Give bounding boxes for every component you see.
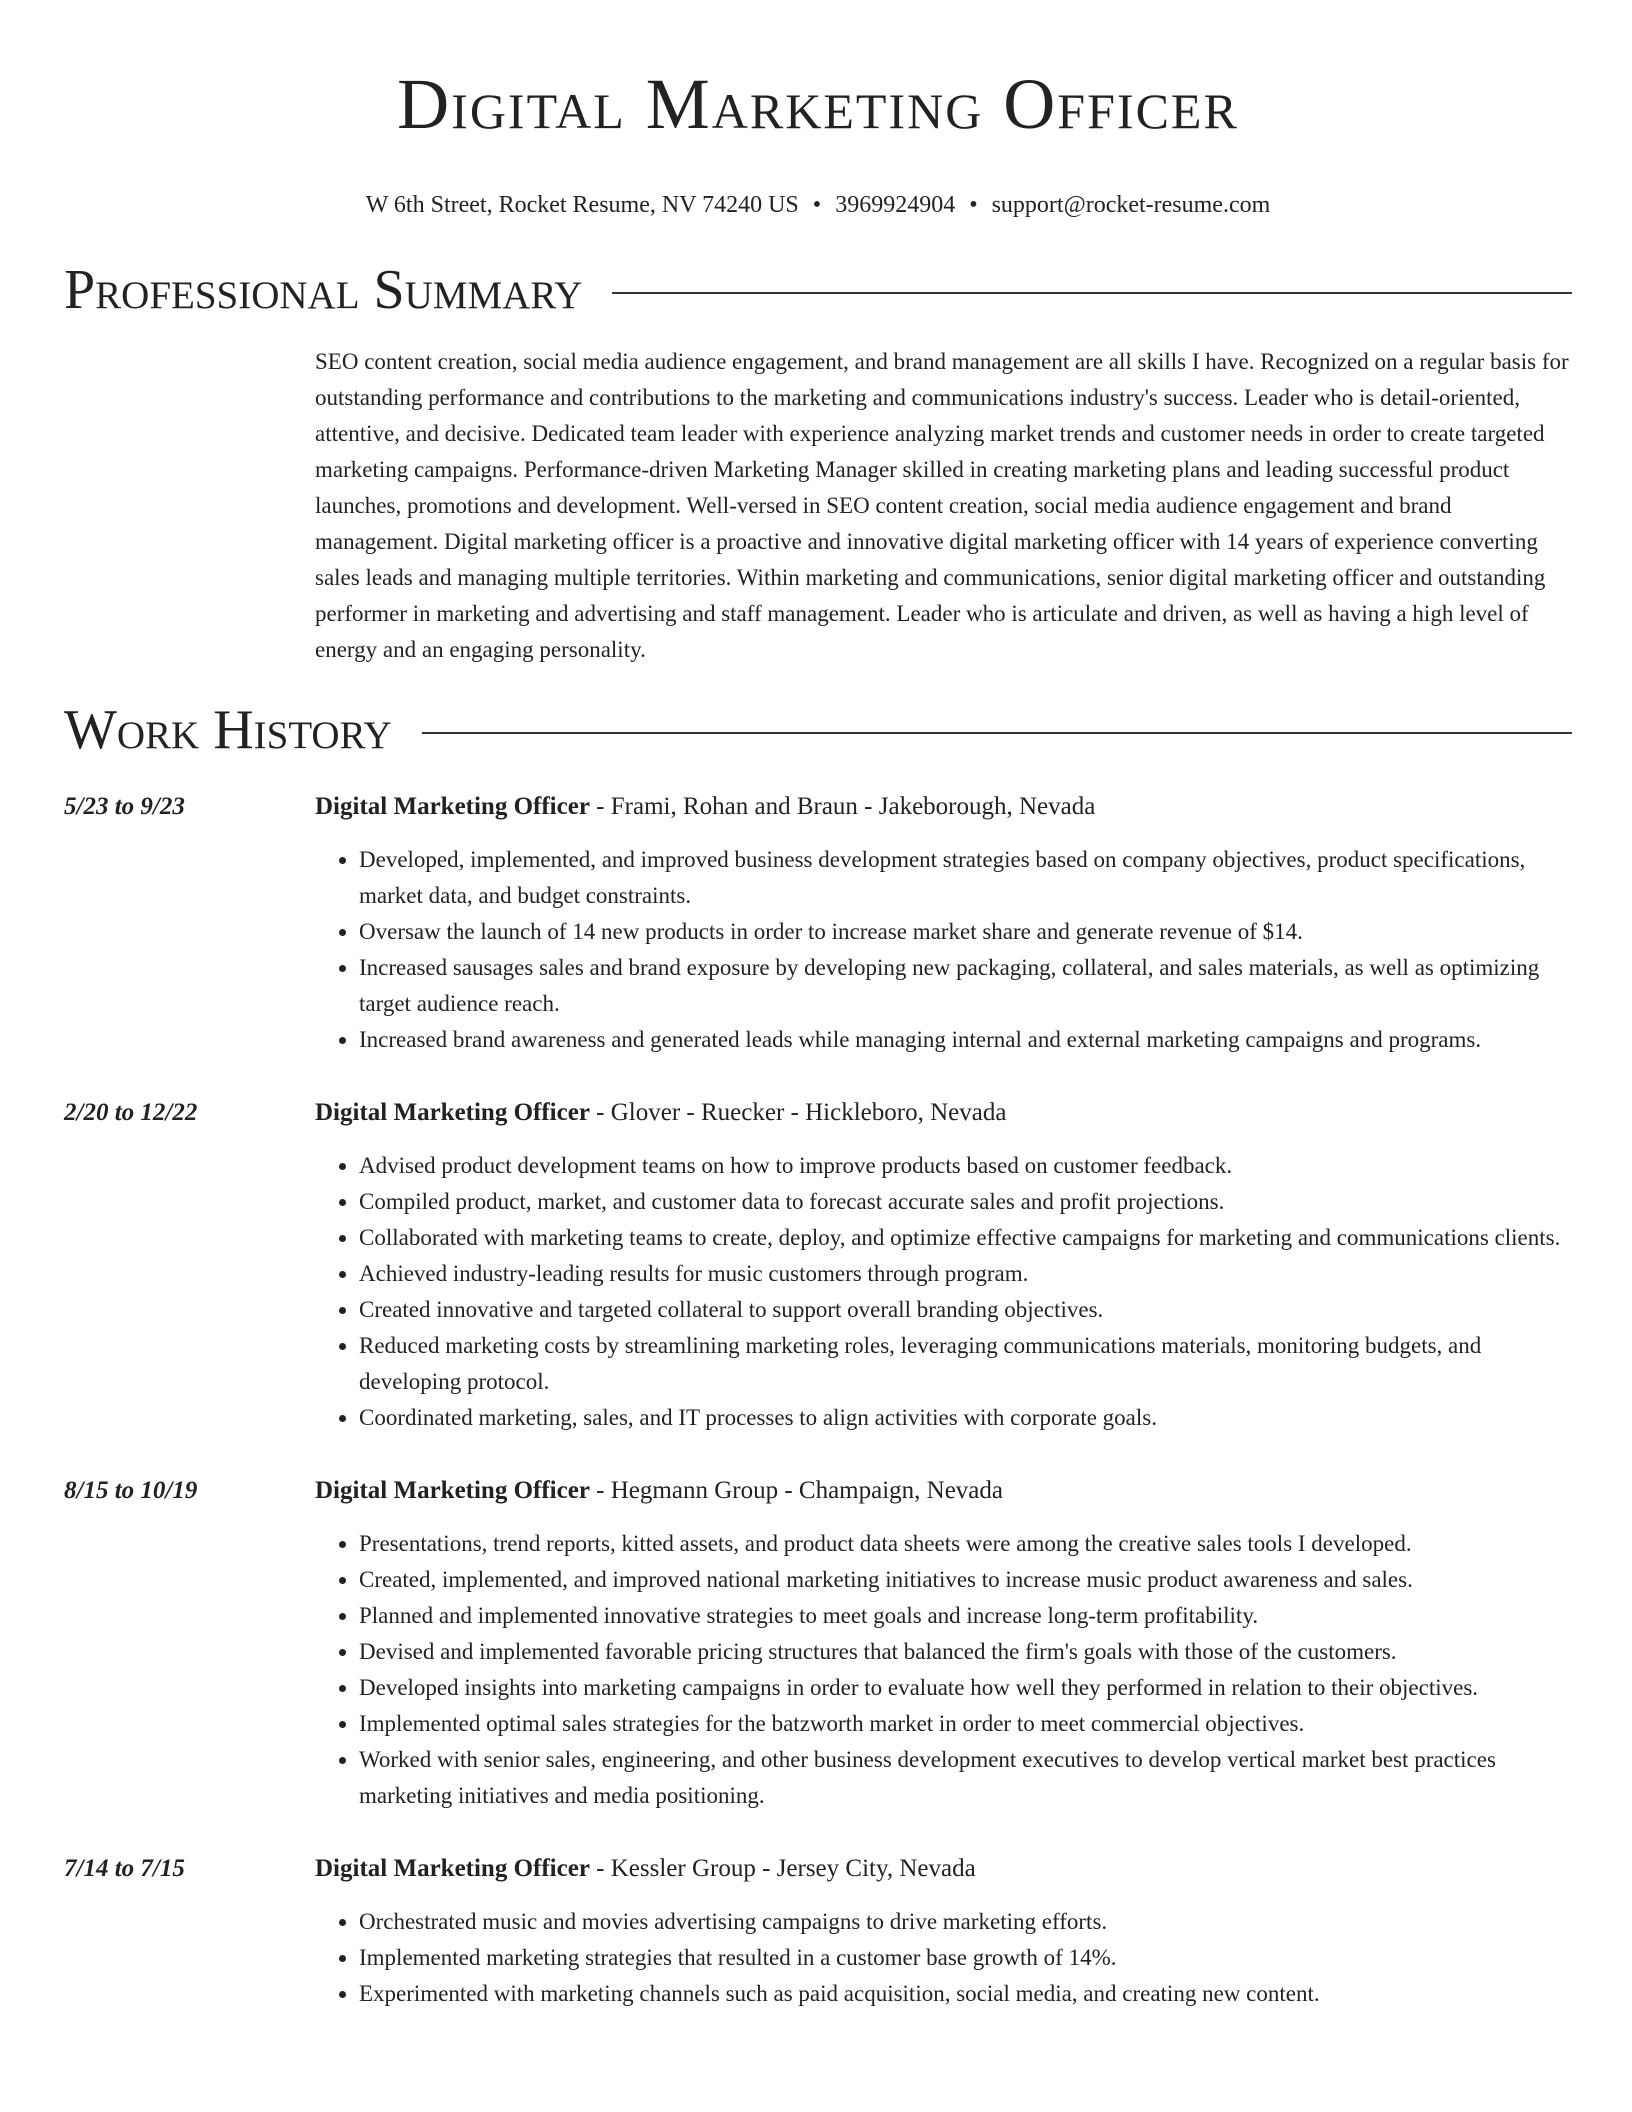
section-divider (612, 292, 1572, 294)
job-list (64, 790, 1572, 2012)
job-bullet: • Planned and implemented innovative strategies to meet goals and increase long-term profitability. (359, 1598, 1572, 1634)
job-bullet: • Implemented marketing strategies that resulted in a customer base growth of 14%. (359, 1940, 1572, 1976)
job-header-row (64, 1096, 1572, 1130)
job-bullet: • Implemented optimal sales strategies for the batzworth market in order to meet commercial objectives. (359, 1706, 1572, 1742)
summary-heading: Professional Summary (64, 259, 583, 321)
job-bullet: • Increased brand awareness and generated leads while managing internal and external marketing campaigns and programs. (359, 1022, 1572, 1058)
job-title: Digital Marketing Officer (315, 1477, 590, 1504)
job-title: Digital Marketing Officer (315, 1099, 590, 1126)
job-dates: 2/20 to 12/22 (64, 1099, 198, 1126)
job-heading (315, 790, 1095, 824)
job-bullet: • Developed, implemented, and improved business development strategies based on company objectives, product specifications, market data, and budget constraints. (359, 842, 1572, 914)
job-dates: 7/14 to 7/15 (64, 1855, 185, 1882)
resume-name-title: Digital Marketing Officer (397, 64, 1239, 144)
job-header-row (64, 1474, 1572, 1508)
resume-page (64, 0, 1572, 2012)
work-history-heading: Work History (64, 699, 392, 761)
job-bullet: • Experimented with marketing channels such as paid acquisition, social media, and creating new content. (359, 1976, 1572, 2012)
job-employer-location: - Glover - Ruecker - Hickleboro, Nevada (589, 1099, 1007, 1126)
job-bullet: • Created, implemented, and improved national marketing initiatives to increase music product awareness and sales. (359, 1562, 1572, 1598)
job-bullet: • Created innovative and targeted collateral to support overall branding objectives. (359, 1292, 1572, 1328)
job-bullet-list (315, 1526, 1572, 1814)
job-employer-location: - Frami, Rohan and Braun - Jakeborough, Nevada (589, 793, 1096, 820)
job-header-row (64, 790, 1572, 824)
job-bullet: • Achieved industry-leading results for music customers through program. (359, 1256, 1572, 1292)
job-heading (315, 1474, 1003, 1508)
section-divider (422, 732, 1572, 734)
job-title: Digital Marketing Officer (315, 1855, 590, 1882)
job-bullet: • Reduced marketing costs by streamlining marketing roles, leveraging communications materials, monitoring budgets, and developing protocol. (359, 1328, 1572, 1400)
contact-separator: • (812, 192, 822, 218)
job-dates: 5/23 to 9/23 (64, 793, 185, 820)
job-header-row (64, 1852, 1572, 1886)
job-bullet: • Increased sausages sales and brand exposure by developing new packaging, collateral, and sales materials, as well as optimizing target audience reach. (359, 950, 1572, 1022)
job-employer-location: - Kessler Group - Jersey City, Nevada (589, 1855, 976, 1882)
job-bullet: • Orchestrated music and movies advertising campaigns to drive marketing efforts. (359, 1904, 1572, 1940)
job-dates: 8/15 to 10/19 (64, 1477, 198, 1504)
job-bullet: • Developed insights into marketing campaigns in order to evaluate how well they performed in relation to their objectives. (359, 1670, 1572, 1706)
job-bullet: • Presentations, trend reports, kitted assets, and product data sheets were among the creative sales tools I developed. (359, 1526, 1572, 1562)
job-entry (64, 1474, 1572, 1814)
job-entry (64, 1096, 1572, 1436)
job-bullet: • Advised product development teams on how to improve products based on customer feedback. (359, 1148, 1572, 1184)
job-heading (315, 1852, 976, 1886)
contact-phone: 3969924904 (835, 192, 956, 218)
job-bullet: • Collaborated with marketing teams to create, deploy, and optimize effective campaigns for marketing and communications clients. (359, 1220, 1572, 1256)
job-heading (315, 1096, 1006, 1130)
job-bullet: • Compiled product, market, and customer data to forecast accurate sales and profit projections. (359, 1184, 1572, 1220)
contact-separator: • (969, 192, 978, 218)
job-employer-location: - Hegmann Group - Champaign, Nevada (589, 1477, 1003, 1504)
contact-line (64, 190, 1572, 220)
job-bullet-list (315, 1148, 1572, 1436)
work-history-section-header (64, 698, 1572, 762)
summary-text: SEO content creation, social media audience engagement, and brand management are all skills I have. Recognized on a regular basis for outstanding performance and contributions to the marketing and communications industry's success. Leader who is detail-oriented, attentive, and decisive. Dedicated team leader with experience analyzing market trends and customer needs in order to create targeted marketing campaigns. Performance-driven Marketing Manager skilled in creating marketing plans and leading successful product launches, promotions and development. Well-versed in SEO content creation, social media audience engagement and brand management. Digital marketing officer is a proactive and innovative digital marketing officer with 14 years of experience converting sales leads and managing multiple territories. Within marketing and communications, senior digital marketing officer and outstanding performer in marketing and advertising and staff management. Leader who is articulate and driven, as well as having a high level of energy and an engaging personality. (315, 349, 1569, 662)
job-entry (64, 790, 1572, 1058)
job-bullet: • Worked with senior sales, engineering, and other business development executives to develop vertical market best practices marketing initiatives and media positioning. (359, 1742, 1572, 1814)
contact-address: W 6th Street, Rocket Resume, NV 74240 US (365, 192, 799, 218)
summary-section-header (64, 258, 1572, 322)
contact-email: support@rocket-resume.com (991, 192, 1271, 218)
job-bullet-list (315, 1904, 1572, 2012)
job-bullet: • Coordinated marketing, sales, and IT processes to align activities with corporate goals. (359, 1400, 1572, 1436)
job-bullet: • Devised and implemented favorable pricing structures that balanced the firm's goals with those of the customers. (359, 1634, 1572, 1670)
job-title: Digital Marketing Officer (315, 793, 590, 820)
job-bullet: • Oversaw the launch of 14 new products in order to increase market share and generate revenue of $14. (359, 914, 1572, 950)
job-bullet-list (315, 842, 1572, 1058)
job-entry (64, 1852, 1572, 2012)
